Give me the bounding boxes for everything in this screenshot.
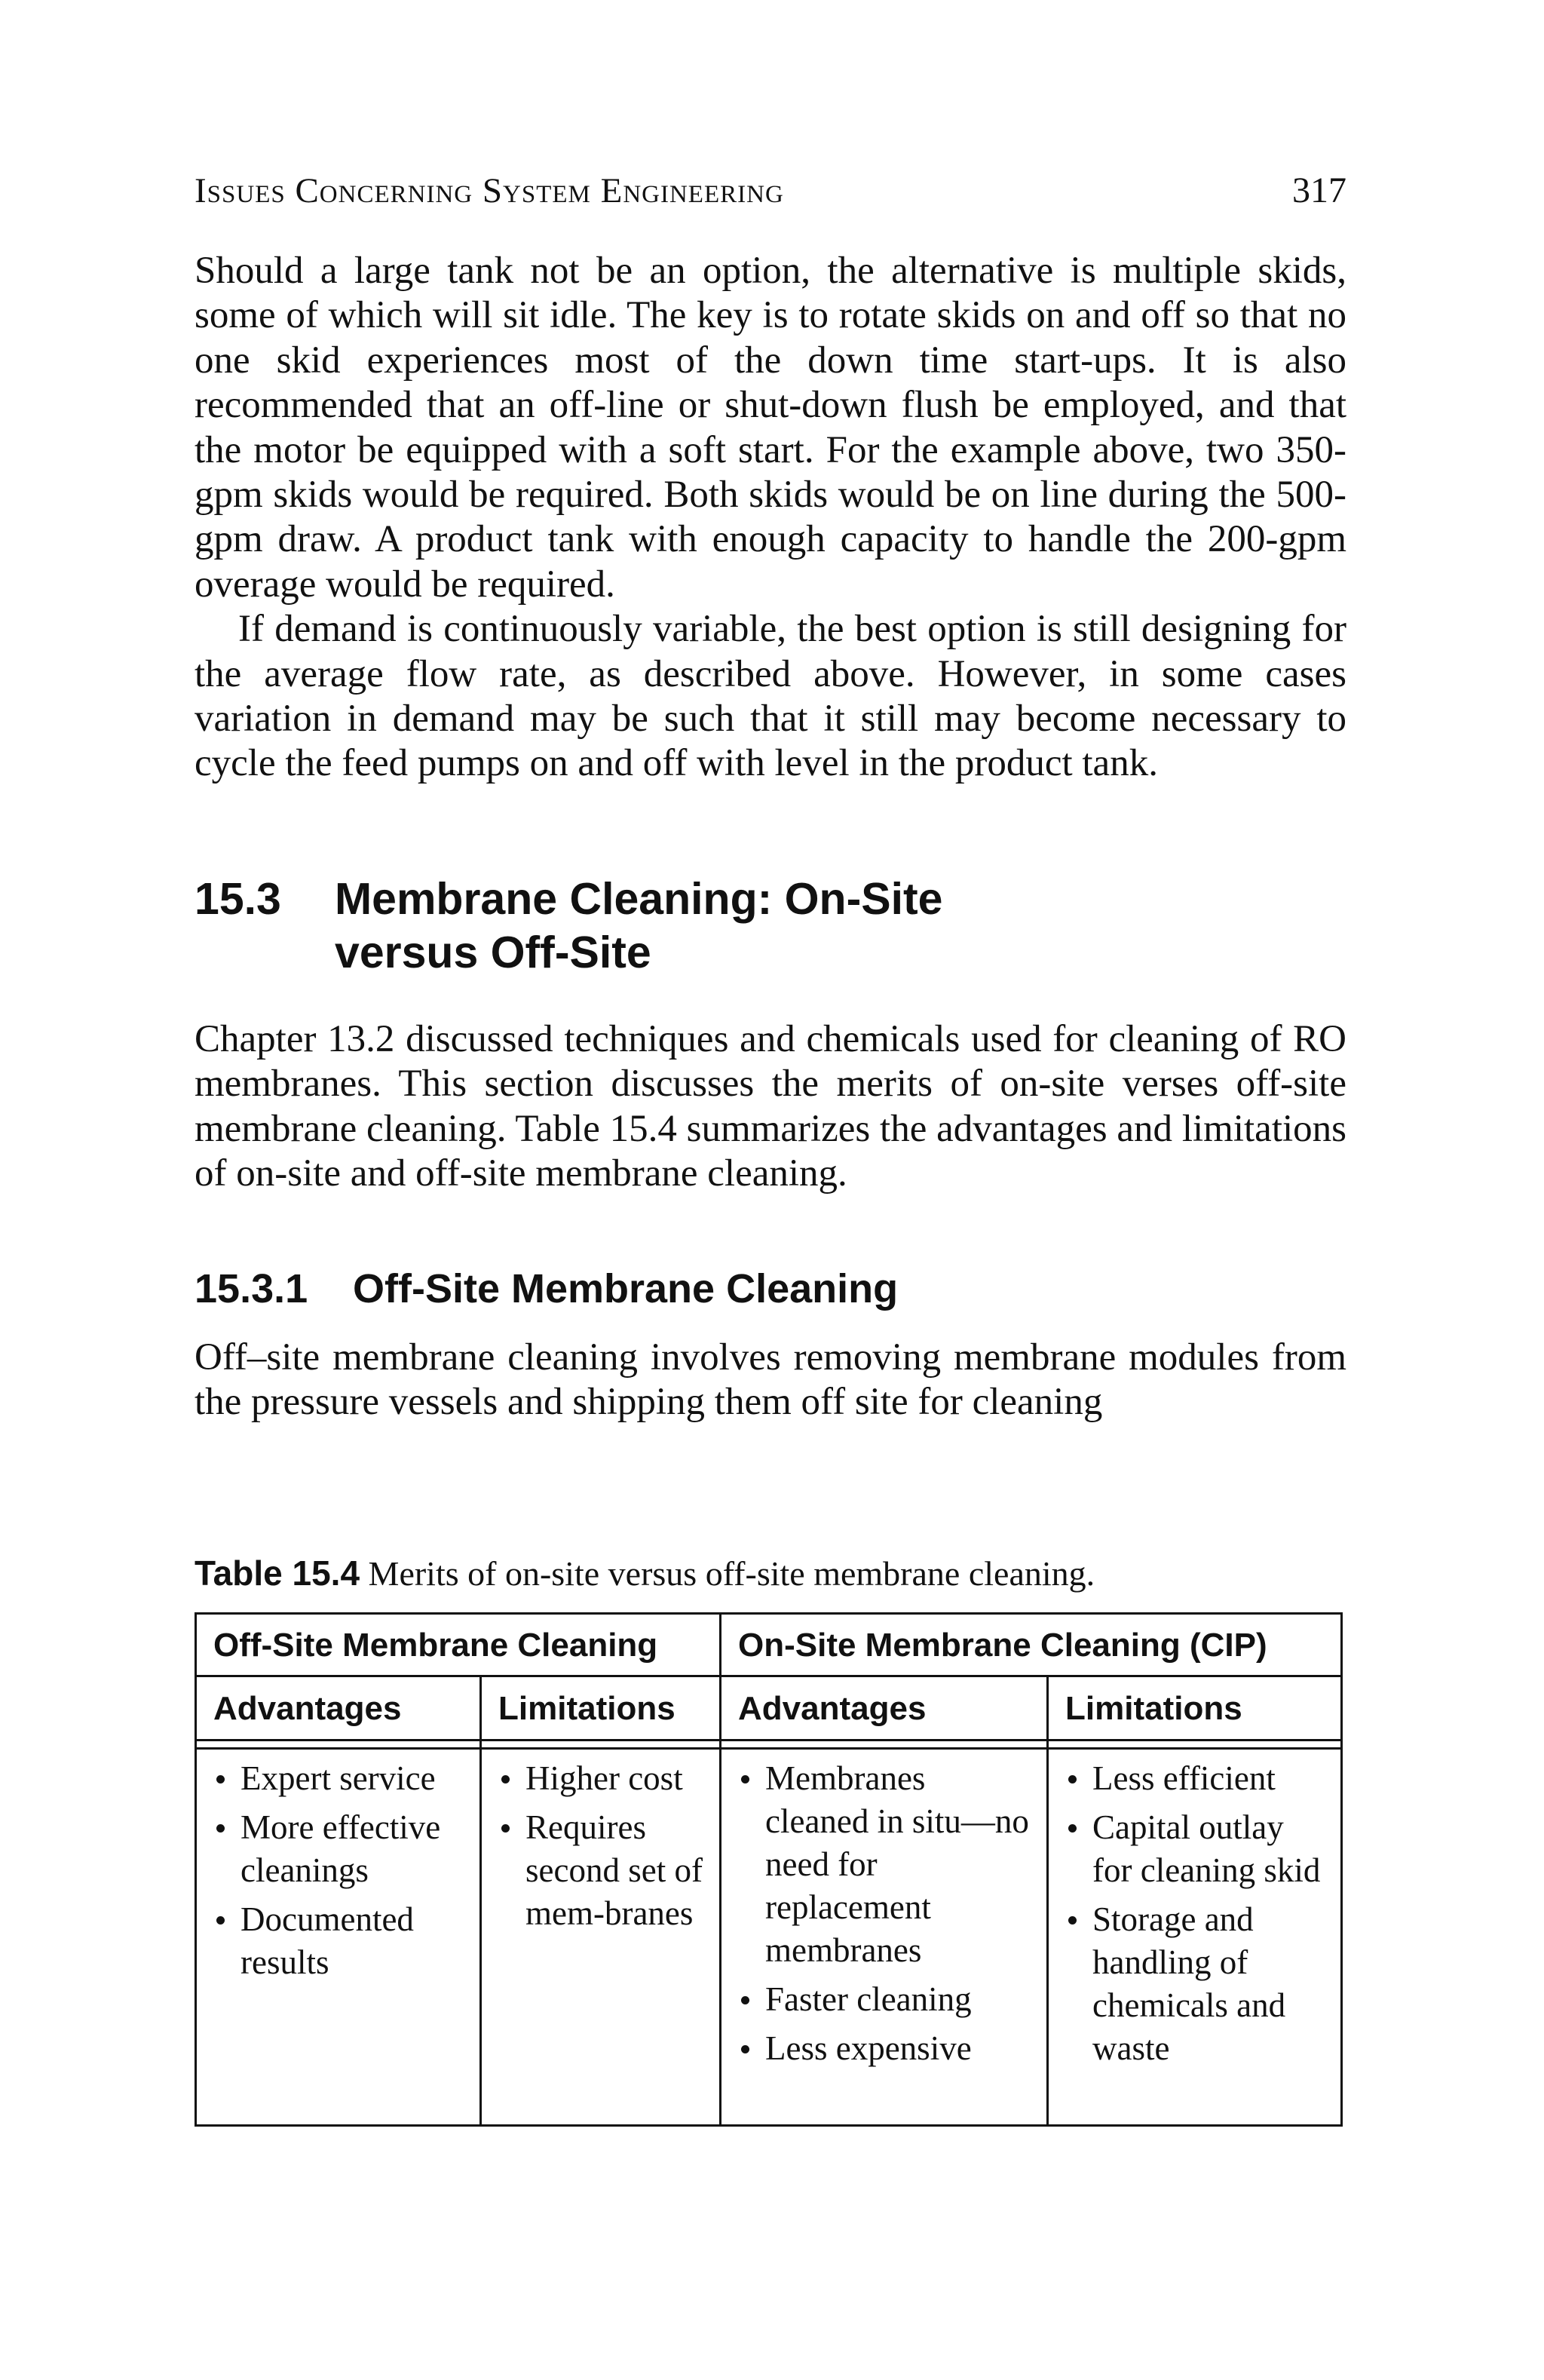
table-caption [195, 1550, 1346, 1596]
section-heading [195, 873, 1346, 980]
paragraph-3: Chapter 13.2 discussed techniques and chemicals used for cleaning of RO membranes. This section discusses the merits of on-site verses off-site membrane cleaning. Table 15.4 summarizes the advantages and limitations of on-site and off-site membrane cleaning. [195, 1017, 1346, 1195]
subsection-heading [195, 1265, 1346, 1313]
body-text [195, 249, 1346, 1425]
list-item: Storage and handling of chemicals and waste [1065, 1898, 1324, 2070]
bullet-icon [1068, 1824, 1077, 1833]
table-caption-text: Merits of on-site versus off-site membrane cleaning. [360, 1554, 1095, 1593]
subheader-off-site-limitations: Limitations [481, 1676, 721, 1741]
merits-table [195, 1612, 1343, 2127]
bullet-icon [216, 1775, 225, 1783]
section-number: 15.3 [195, 873, 281, 924]
cell-on-site-limitations [1048, 1749, 1342, 2126]
list-item: More effective cleanings [213, 1806, 463, 1892]
list-item: Membranes cleaned in situ—no need for replacement membranes [738, 1757, 1030, 1972]
running-head [195, 164, 1346, 217]
group-header-off-site: Off-Site Membrane Cleaning [196, 1614, 721, 1676]
list-item: Capital outlay for cleaning skid [1065, 1806, 1324, 1892]
list-item: Expert service [213, 1757, 463, 1800]
bullet-icon [741, 1775, 749, 1783]
bullet-icon [501, 1824, 510, 1833]
paragraph-1: Should a large tank not be an option, the alternative is multiple skids, some of which will sit idle. The key is to rotate skids on and off so that no one skid experiences most of the down time start-ups. It is also recommended that an off-line or shut-down flush be employed, and that the motor be equipped with a soft start. For the example above, two 350-gpm skids would be required. Both skids would be on line during the 500-gpm draw. A product tank with enough capacity to handle the 200-gpm overage would be required. [195, 250, 1346, 606]
subsection-number: 15.3.1 [195, 1265, 308, 1311]
cell-off-site-limitations [481, 1749, 721, 2126]
bullet-icon [741, 2045, 749, 2053]
section-title: Membrane Cleaning: On-Site versus Off-Site [335, 873, 943, 977]
subsection-title: Off-Site Membrane Cleaning [353, 1265, 899, 1311]
bullet-icon [1068, 1775, 1077, 1783]
table-caption-label: Table 15.4 [195, 1553, 360, 1593]
bullet-icon [741, 1996, 749, 2004]
list-item: Requires second set of mem-branes [498, 1806, 703, 1935]
list-item: Documented results [213, 1898, 463, 1984]
bullet-icon [216, 1916, 225, 1925]
group-header-on-site: On-Site Membrane Cleaning (CIP) [721, 1614, 1342, 1676]
subheader-on-site-limitations: Limitations [1048, 1676, 1342, 1741]
list-item: Higher cost [498, 1757, 703, 1800]
list-item: Less expensive [738, 2027, 1030, 2070]
list-item: Less efficient [1065, 1757, 1324, 1800]
subheader-off-site-advantages: Advantages [196, 1676, 481, 1741]
list-item: Faster cleaning [738, 1978, 1030, 2021]
subheader-on-site-advantages: Advantages [721, 1676, 1048, 1741]
page-number: 317 [1292, 170, 1346, 210]
bullet-icon [501, 1775, 510, 1783]
cell-on-site-advantages [721, 1749, 1048, 2126]
paragraph-2: If demand is continuously variable, the best option is still designing for the average flow rate, as described above. However, in some cases variation in demand may be such that it still may become necessary to cycle the feed pumps on and off with level in the product tank. [195, 608, 1346, 785]
bullet-icon [216, 1824, 225, 1833]
cell-off-site-advantages [196, 1749, 481, 2126]
paragraph-4: Off–site membrane cleaning involves removing membrane modules from the pressure vessels and shipping them off site for cleaning [195, 1336, 1346, 1423]
bullet-icon [1068, 1916, 1077, 1925]
running-head-title: Issues Concerning System Engineering [195, 171, 784, 210]
